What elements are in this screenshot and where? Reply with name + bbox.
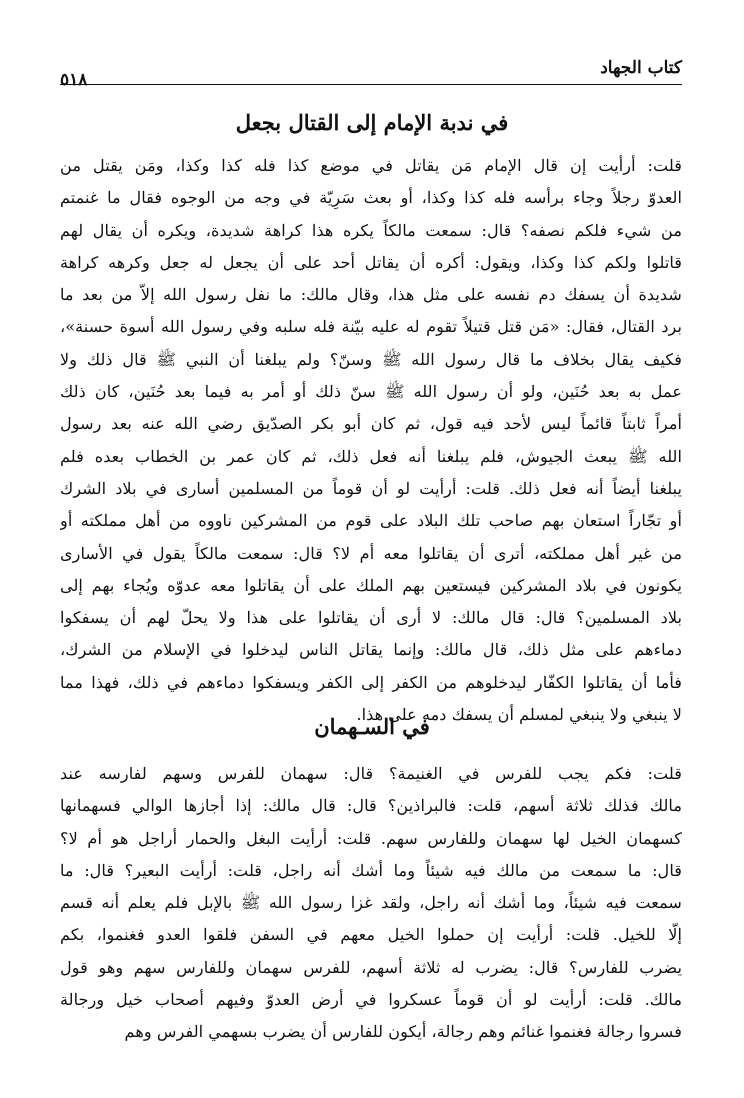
section-heading: في السـهمان (314, 714, 430, 739)
text-line: مالك فذلك ثلاثة أسهم، قلت: فالبراذين؟ قال: قال مالك: إذا أجازها الوالي فسهمانها (60, 796, 682, 816)
text-line: شديدة أن يسفك دم نفسه على مثل هذا، وقال مالك: ما نفل رسول الله إلاّ من بعد ما (60, 285, 682, 305)
text-line: فأما أن يقاتلوا الكفّار ليدخلوهم من الكفر إلى الكفر ويسفكوا دماءهم في ذلك، فهذا مما (60, 672, 682, 692)
text-line: فكيف يقال بخلاف ما قال رسول الله ﷺ وسنّ؟ ولم يبلغنا أن النبي ﷺ قال ذلك ولا (60, 349, 682, 369)
text-line: برد القتال، فقال: «مَن قتل قتيلاً تقوم له عليه بيّنة فله سلبه وفي رسول الله أسوة حسنة»، (60, 317, 682, 337)
text-line: العدوّ رجلاً وجاء برأسه فله كذا وكذا، أو بعث سَرِيّة في وجه من الوجوه فقال ما غنمتم (60, 188, 682, 208)
text-line: قاتلوا ولكم كذا وكذا، ويقول: أكره أن يقاتل أحد على أن يجعل له جعل وكرهه كراهة (60, 252, 682, 272)
section-heading: في ندبة الإمام إلى القتال بجعل (235, 110, 509, 135)
text-line: دماءهم على مثل ذلك، قال مالك: وإنما يقاتل الناس ليدخلوا في الإسلام من الشرك، (60, 640, 682, 660)
text-line: أمراً ثابتاً قائماً ليس لأحد فيه قول، ثم كان أبو بكر الصدّيق رضي الله عنه بعد رسول (60, 414, 682, 434)
section-body (60, 758, 682, 1049)
text-line: عمل به بعد حُنَين، ولو أن رسول الله ﷺ سنّ ذلك أو أمر به فيما بعد حُنَين، كان ذلك (60, 382, 682, 402)
text-line: إلّا للخيل. قلت: أرأيت إن حملوا الخيل معهم في السفن فلقوا العدو فغنموا، بكم (60, 925, 682, 945)
text-line: بلاد المسلمين؟ قال: قال مالك: لا أرى أن يقاتلوا على هذا ولا يحلّ لهم أن يسفكوا (60, 608, 682, 628)
text-line: يبلغنا أيضاً أنه فعل ذلك. قلت: أرأيت لو أن قوماً من المسلمين أسارى في بلاد الشرك (60, 478, 682, 498)
text-line: فسروا رجالة فغنموا غنائم وهم رجالة، أيكون للفارس أن يضرب بسهمي الفرس وهم (124, 1022, 682, 1042)
header-rule (60, 84, 682, 85)
text-line: سمعت فيه شيئاً، وما أشك أنه راجل، ولقد غزا رسول الله ﷺ بالإبل فلم يعلم أنه قسم (60, 893, 682, 913)
section-body (60, 150, 682, 731)
text-line: لا ينبغي ولا ينبغي لمسلم أن يسفك دمه على هذا. (356, 705, 682, 725)
text-line: كسهمان الخيل لها سهمان وللفارس سهم. قلت: أرأيت البغل والحمار أراجل هو أم لا؟ (60, 828, 682, 848)
text-line: من غير أهل مملكته، أترى أن يقاتلوا معه أم لا؟ قال: سمعت مالكاً يقول في الأسارى (60, 543, 682, 563)
text-line: أو تجّاراً استعان بهم صاحب تلك البلاد على قوم من المشركين ناووه من أهل مملكته أو (60, 511, 682, 531)
text-line: قلت: أرأيت إن قال الإمام مَن يقاتل في موضع كذا فله كذا وكذا، ومَن يقتل من (60, 156, 682, 175)
page-number: ٥١٨ (60, 70, 88, 90)
text-line: قلت: فكم يجب للفرس في الغنيمة؟ قال: سهمان للفرس وسهم لفارسه عند (60, 764, 682, 783)
text-line: من شيء فلكم نصفه؟ قال: سمعت مالكاً يكره هذا كراهة شديدة، ويكره أن يقال لهم (60, 220, 682, 240)
text-line: مالك. قلت: أرأيت لو أن قوماً عسكروا في أرض العدوّ وفيهم أصحاب خيل ورجالة (60, 990, 682, 1010)
text-line: قال: ما سمعت من مالك فيه شيئاً وما أشك أنه راجل، قلت: أرأيت البعير؟ قال: ما (60, 860, 682, 880)
text-line: يضرب للفارس؟ قال: يضرب له ثلاثة أسهم، للفرس سهمان وللفارس سهم وهو قول (60, 957, 682, 977)
book-title: كتاب الجهاد (600, 58, 682, 78)
text-line: الله ﷺ يبعث الجيوش، فلم يبلغنا أنه فعل ذلك، ثم كان عمر بن الخطاب بعده فلم (60, 446, 682, 466)
text-line: يكونون في بلاد المشركين فيستعين بهم الملك على أن يقاتلوا معه عدوّه ويُجاء بهم إلى (60, 575, 682, 595)
page-header (60, 58, 682, 94)
